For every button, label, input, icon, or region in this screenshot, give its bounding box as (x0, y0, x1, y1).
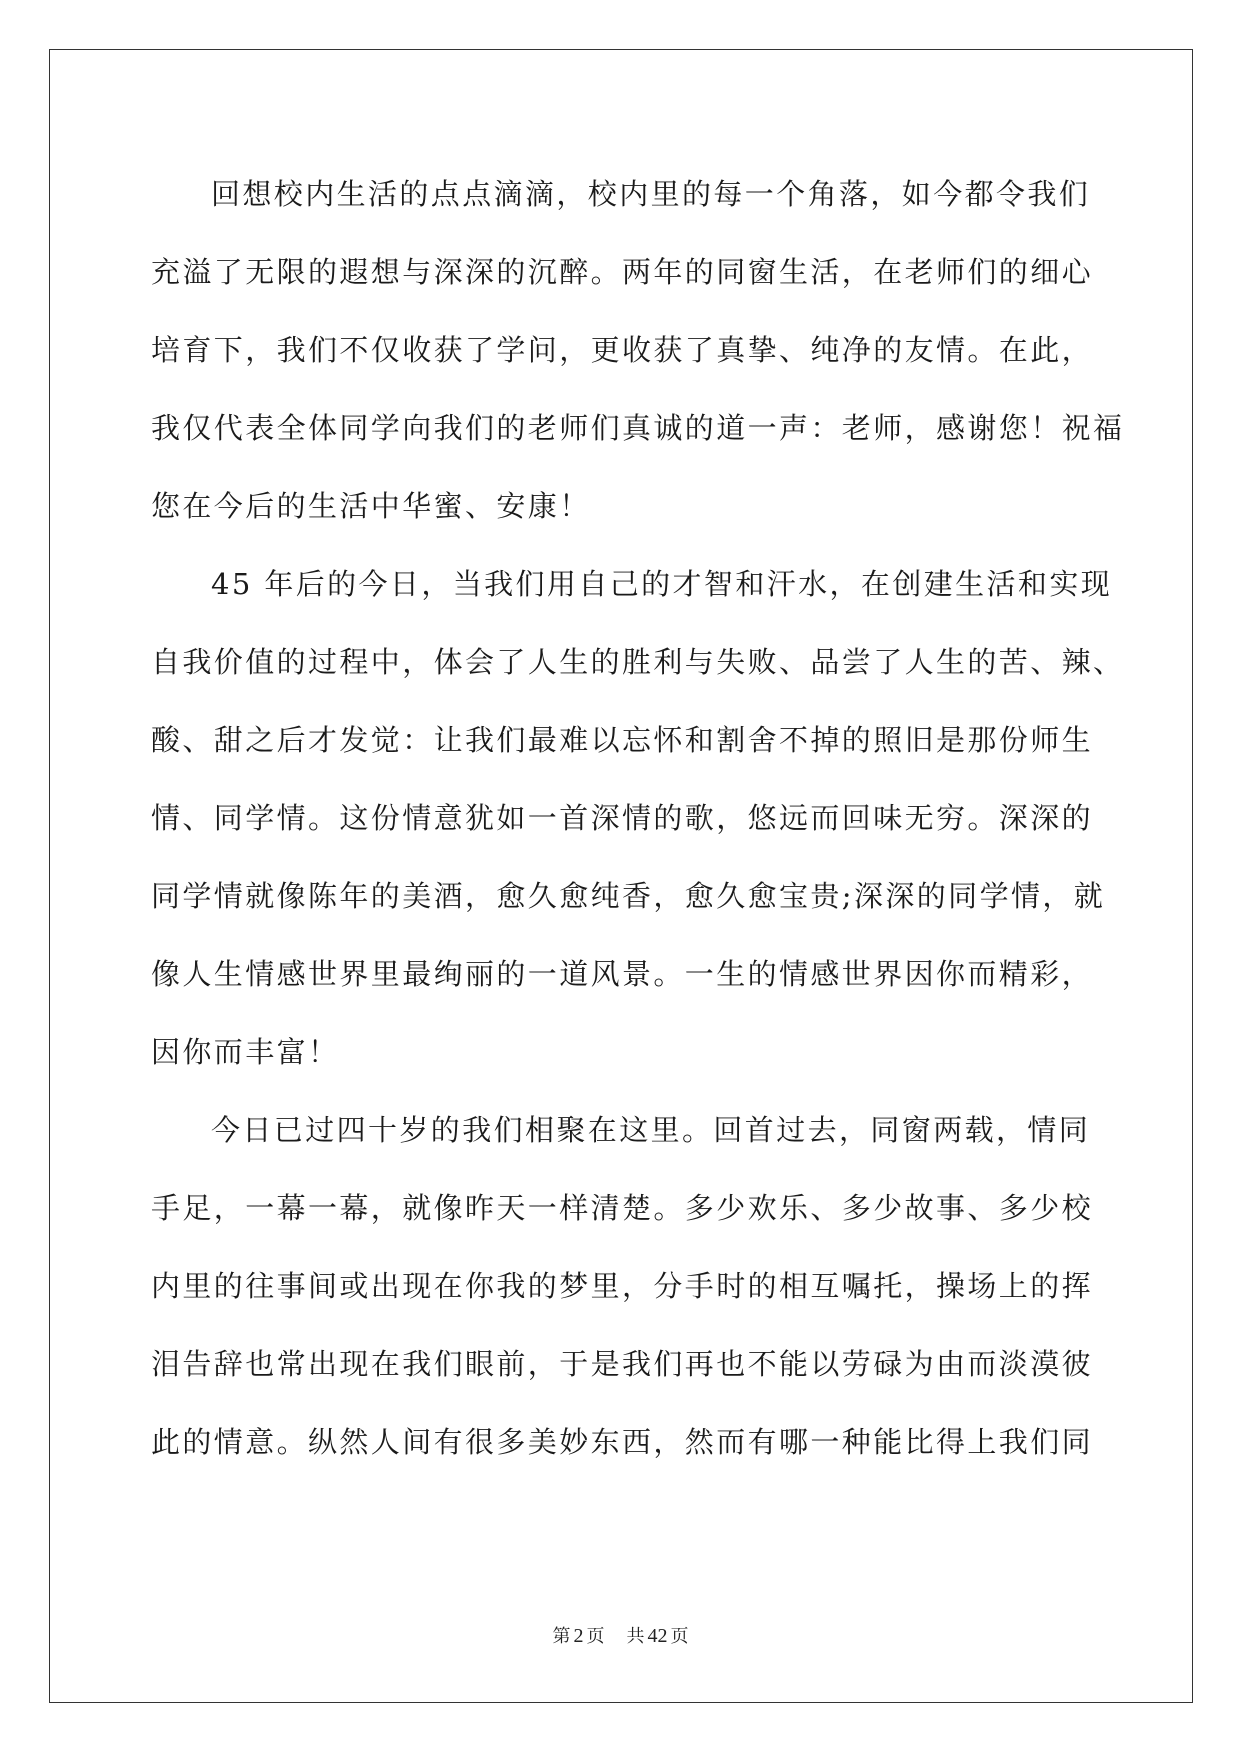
text-line: 像人生情感世界里最绚丽的一道风景。一生的情感世界因你而精彩， (151, 957, 1094, 991)
text-line: 自我价值的过程中，体会了人生的胜利与失败、品尝了人生的苦、辣、 (151, 645, 1125, 679)
text-line: 我仅代表全体同学向我们的老师们真诚的道一声：老师，感谢您！祝福 (151, 411, 1125, 445)
text-line: 45 年后的今日，当我们用自己的才智和汗水，在创建生活和实现 (211, 567, 1113, 601)
text-line: 培育下，我们不仅收获了学问，更收获了真挚、纯净的友情。在此， (151, 333, 1094, 367)
text-line: 因你而丰富！ (151, 1035, 340, 1069)
text-line: 手足，一幕一幕，就像昨天一样清楚。多少欢乐、多少故事、多少校 (151, 1191, 1094, 1225)
text-line: 同学情就像陈年的美酒，愈久愈纯香，愈久愈宝贵;深深的同学情，就 (151, 879, 1106, 913)
total-suffix: 页 (670, 1626, 689, 1647)
text-line: 酸、甜之后才发觉：让我们最难以忘怀和割舍不掉的照旧是那份师生 (151, 723, 1094, 757)
text-line: 泪告辞也常出现在我们眼前，于是我们再也不能以劳碌为由而淡漠彼 (151, 1347, 1094, 1381)
text-line: 您在今后的生活中华蜜、安康！ (151, 489, 591, 523)
total-pages: 42 (647, 1625, 668, 1647)
text-line: 情、同学情。这份情意犹如一首深情的歌，悠远而回味无穷。深深的 (151, 801, 1094, 835)
page-prefix: 第 (552, 1626, 571, 1647)
page-footer (0, 1624, 1241, 1649)
text-line: 内里的往事间或出现在你我的梦里，分手时的相互嘱托，操场上的挥 (151, 1269, 1094, 1303)
text-line: 此的情意。纵然人间有很多美妙东西，然而有哪一种能比得上我们同 (151, 1425, 1094, 1459)
page-number: 2 (573, 1625, 584, 1647)
page-suffix: 页 (586, 1626, 605, 1647)
total-prefix: 共 (626, 1626, 645, 1647)
document-body (151, 155, 1125, 1481)
text-line: 今日已过四十岁的我们相聚在这里。回首过去，同窗两载，情同 (211, 1113, 1091, 1147)
text-line: 回想校内生活的点点滴滴，校内里的每一个角落，如今都令我们 (211, 177, 1091, 211)
text-line: 充溢了无限的遐想与深深的沉醉。两年的同窗生活，在老师们的细心 (151, 255, 1094, 289)
